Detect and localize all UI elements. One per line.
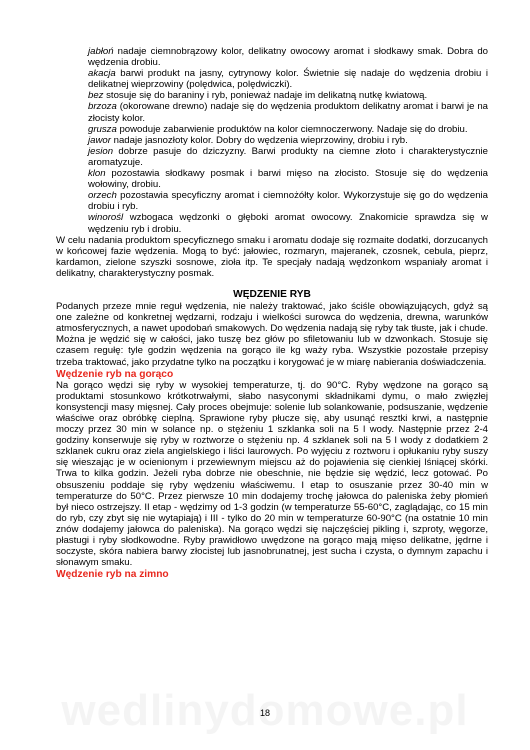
cold-smoking-heading: Wędzenie ryb na zimno bbox=[56, 569, 169, 581]
wood-description: dobrze pasuje do dziczyzny. Barwi produkty na ciemne złoto i charakterystycznie aromatyzuje. bbox=[88, 145, 488, 168]
wood-item bbox=[88, 46, 488, 68]
wood-name: orzech bbox=[88, 190, 117, 202]
wood-name: jesion bbox=[88, 145, 114, 157]
wood-description: (okorowane drewno) nadaje się do wędzenia produktom delikatny aromat i barwi je na złocisty kolor. bbox=[88, 101, 488, 124]
wood-description: pozostawia specyficzny aromat i ciemnożółty kolor. Wykorzystuje się go do wędzenia drobiu i ryb. bbox=[88, 190, 488, 213]
wood-item bbox=[88, 68, 488, 90]
wood-description: stosuje się do baraniny i ryb, ponieważ nadaje im delikatną nutkę kwiatową. bbox=[103, 90, 428, 102]
wood-item bbox=[88, 190, 488, 212]
hot-smoking-paragraph: Na gorąco wędzi się ryby w wysokiej temperaturze, tj. do 90°C. Ryby wędzone na gorąco są produktami stosunkowo krótkotrwałymi, słabo nasyconymi składnikami dymu, o mało zwięzłej konsystencji masy mięsnej. Cały proces obejmuje: solenie lub solankowanie, podsuszanie, wędzenie właściwe oraz obróbkę cieplną. Sprawione ryby płucze się, aby usunąć resztki krwi, a następnie moczy przez 30 min w solance np. o stężeniu 1 szklanka soli na 5 l wody. Następnie przez 2-4 godziny konserwuje się ryby w roztworze o stężeniu np. 4 szklanek soli na 5 l wody z dodatkiem 2 szklanek cukru oraz ziela angielskiego i liści laurowych. Po wyjęciu z roztworu i opłukaniu ryby suszy się wieszając je w ocienionym i przewiewnym miejscu aż do pojawienia się cienkiej lśniącej skórki. Trwa to kilka godzin. Jeżeli ryba dobrze nie obeschnie, nie będzie się wędzić, lecz gotować. Po obsuszeniu poddaje się ryby wędzeniu właściwemu. I etap to osuszanie przez 30-40 min w temperaturze do 50°C. Przez pierwsze 10 min dodajemy trochę jałowca do paleniska żeby płomień był nieco ostrzejszy. II etap - wędzimy od 1-3 godzin (w temperaturze 55-60°C, zaglądając, co 15 min do ryb, czy zbyt się nie wytapiają) i III - tylko do 20 min w temperaturze 60-90°C (na ostatnie 10 min znów dodajemy jałowca do paleniska). Na gorąco wędzi się najczęściej pikling i, szproty, węgorze, płastugi i ryby słodkowodne. Ryby prawidłowo uwędzone na gorąco mają mięso delikatne, jędrne i soczyste, skóra nabiera barwy złocistej lub jasnobrunatnej, jest sucha i czysta, o dymnym zapachu i słonawym smaku. bbox=[56, 379, 488, 569]
wood-name: grusza bbox=[88, 123, 117, 135]
wood-description: nadaje ciemnobrązowy kolor, delikatny owocowy aromat i słodkawy smak. Dobra do wędzenia drobiu. bbox=[88, 46, 488, 69]
wood-item bbox=[88, 168, 488, 190]
wood-item bbox=[88, 212, 488, 234]
wood-description: pozostawia słodkawy posmak i barwi mięso na złocisto. Stosuje się do wędzenia wołowiny, drobiu. bbox=[88, 168, 488, 191]
wood-name: akacja bbox=[88, 68, 116, 80]
page-number: 18 bbox=[259, 708, 270, 718]
wood-name: brzoza bbox=[88, 101, 117, 113]
wood-name: klon bbox=[88, 168, 106, 180]
wood-item bbox=[88, 101, 488, 123]
wood-item bbox=[88, 124, 488, 135]
wood-description: nadaje jasnozłoty kolor. Dobry do wędzenia wieprzowiny, drobiu i ryb. bbox=[110, 134, 408, 146]
wood-description: powoduje zabarwienie produktów na kolor ciemnoczerwony. Nadaje się do drobiu. bbox=[116, 123, 468, 135]
wood-list bbox=[56, 46, 488, 235]
wood-description: wzbogaca wędzonki o głęboki aromat owocowy. Znakomicie sprawdza się w wędzeniu ryb i drobiu. bbox=[88, 212, 488, 235]
wood-item bbox=[88, 135, 488, 146]
wood-item bbox=[88, 146, 488, 168]
section-heading: WĘDZENIE RYB bbox=[233, 288, 311, 300]
wood-name: winorośl bbox=[88, 212, 124, 224]
wood-item bbox=[88, 90, 488, 101]
wood-name: jabłoń bbox=[88, 46, 114, 57]
fish-smoking-intro: Podanych przeze mnie reguł wędzenia, nie należy traktować, jako ściśle obowiązujących, gdyż są one zależne od konkretnej wędzarni, rodzaju i wielkości surowca do wędzenia, drewna, warunków atmosferycznych, a nawet upodobań smakowych. Do wędzenia nadają się ryby tak tłuste, jak i chude. Można je wędzić się w całości, jako tuszę bez głów po sfiletowaniu lub w dzwonkach. Stosuje się czasem regułę: tyle godzin wędzenia na gorąco ile kg waży ryba. Wszystkie pozostałe przepisy trzeba traktować, jako przydatne tylko na początku i korygować je w miarę nabierania doświadczenia. bbox=[56, 301, 488, 368]
wood-description: barwi produkt na jasny, cytrynowy kolor. Świetnie się nadaje do wędzenia drobiu i delikatnej wieprzowiny (polędwica, polędwiczki). bbox=[88, 68, 488, 91]
additives-paragraph: W celu nadania produktom specyficznego smaku i aromatu dodaje się rozmaite dodatki, dorzucanych w końcowej fazie wędzenia. Mogą to być: jałowiec, rozmaryn, majeranek, czosnek, cebula, pieprz, kardamon, zielone szyszki sosnowe, zioła itp. Te specjały nadają wędzonkom wspaniały aromat i delikatny, charakterystyczny posmak. bbox=[56, 234, 488, 279]
wood-name: jawor bbox=[88, 134, 111, 146]
hot-smoking-heading: Wędzenie ryb na gorąco bbox=[56, 368, 174, 380]
wood-name: bez bbox=[88, 90, 104, 102]
document-page bbox=[56, 46, 488, 580]
